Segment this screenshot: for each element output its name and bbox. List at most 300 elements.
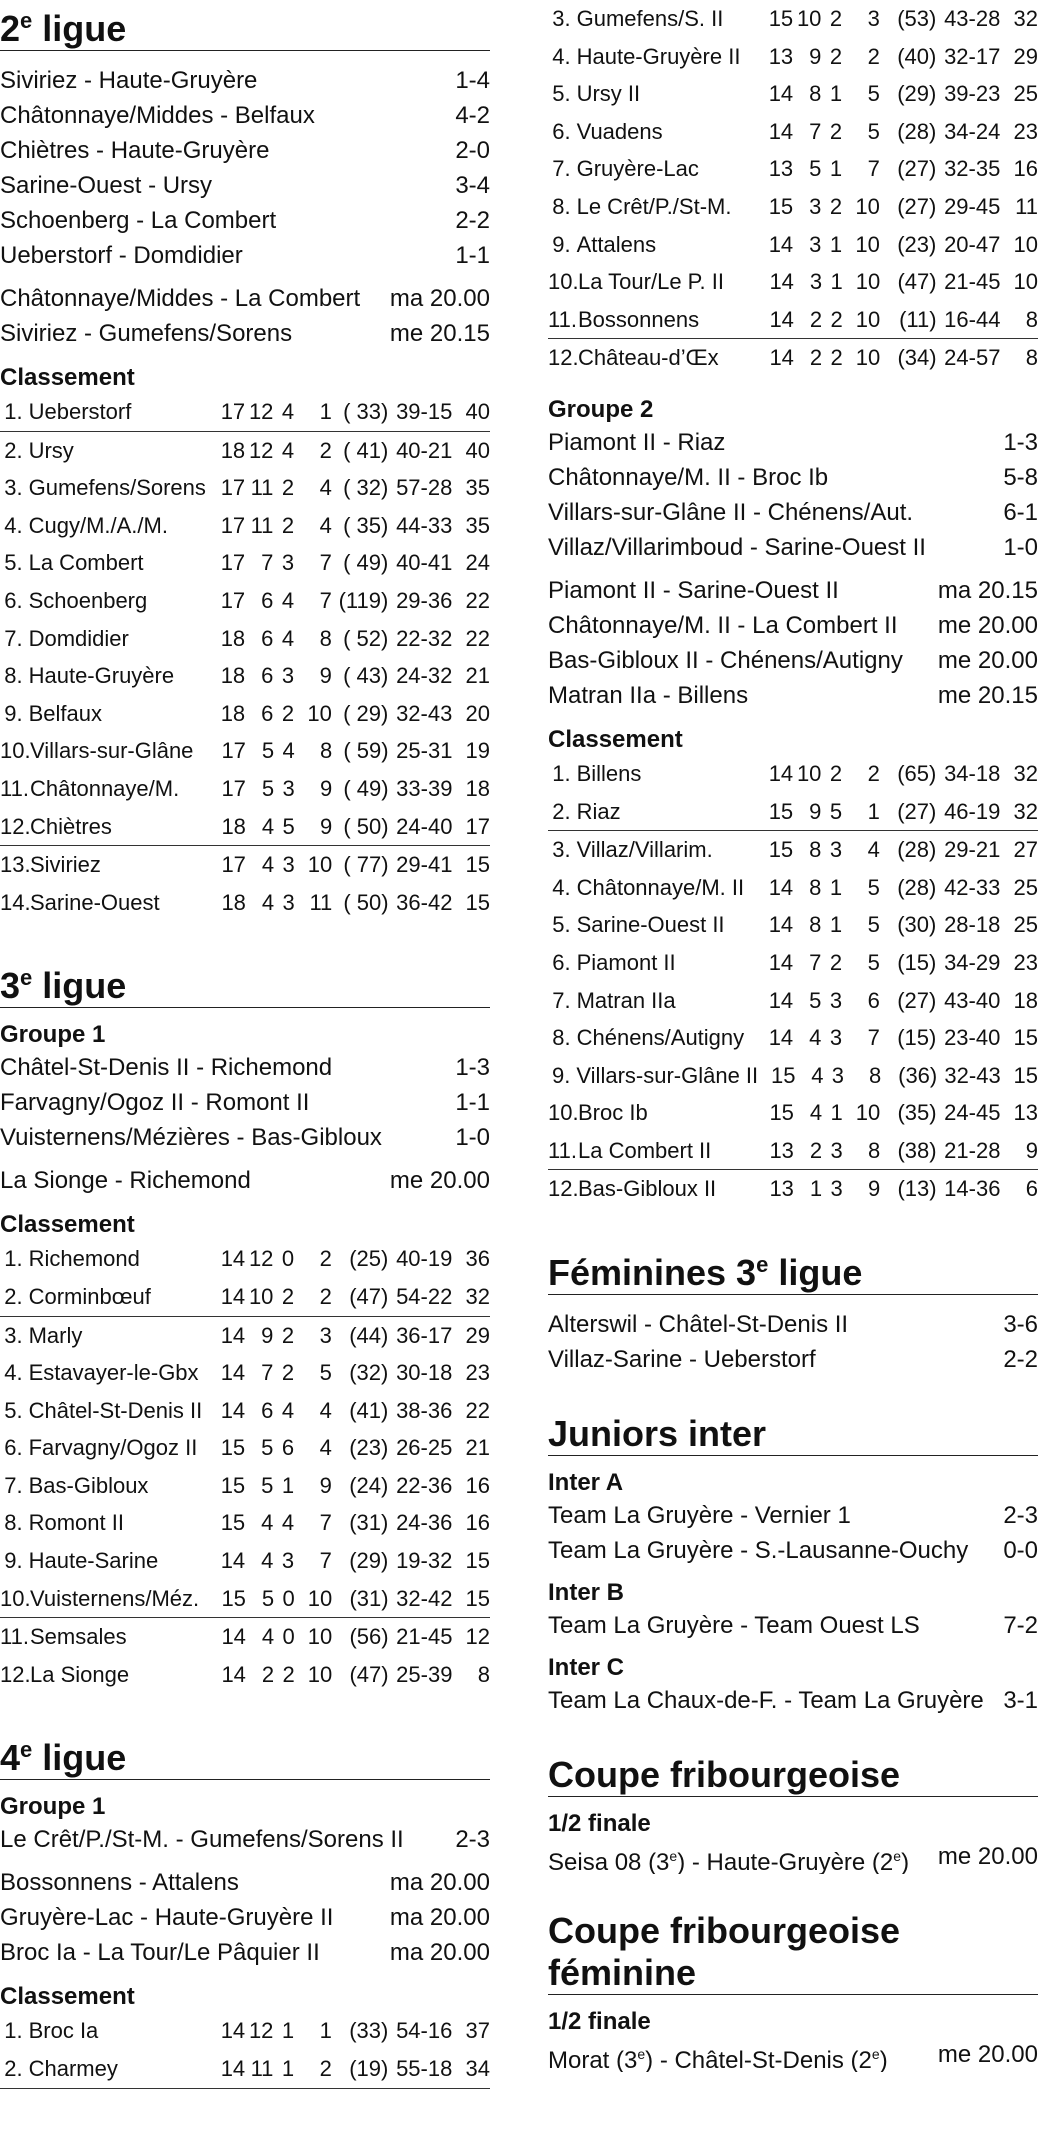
standings-rank: 12. [548,345,579,371]
standings-row [0,469,490,507]
standings-won: 7 [809,118,822,144]
standings-row [0,1467,490,1505]
match-score: 1-3 [455,1054,490,1082]
standings-row [0,1317,490,1355]
standings-played: 18 [220,700,246,726]
standings-won: 5 [261,1472,274,1498]
standings-played: 14 [769,345,794,371]
match-row [0,1085,490,1120]
match-row [548,1683,1038,1718]
standings-team: Ursy II [576,81,641,107]
standings-drawn: 2 [829,118,843,144]
match-score: 1-1 [455,242,490,269]
standings-drawn: 2 [282,1661,295,1687]
match-score: 2-2 [1003,1346,1038,1374]
standings-won: 7 [809,949,822,975]
standings-penalty: (25) [349,1246,389,1272]
standings-rank: 11. [0,1624,29,1650]
standings-played: 14 [221,1661,246,1687]
standings-points: 34 [465,2056,491,2082]
standings-lost: 10 [855,1100,881,1126]
inter-b-results [548,1608,1038,1643]
standings-goals: 44-33 [396,512,453,538]
standings-row [548,301,1038,340]
standings-row [0,432,490,470]
standings-rank: 12. [0,1661,31,1687]
standings-points: 15 [465,852,490,878]
standings-lost: 10 [855,231,880,257]
standings-lost: 5 [867,118,880,144]
standings-drawn: 3 [281,1548,295,1574]
standings-row [0,544,490,582]
standings-team: Châtel-St-Denis II [28,1397,203,1423]
standings-team: Villars-sur-Glâne II [576,1062,759,1088]
standings-goals: 43-40 [944,987,1001,1013]
standings-won: 2 [809,1137,823,1163]
standings-lost: 2 [319,437,332,463]
coupe-match: Seisa 08 (3e) - Haute-Gruyère (2e) me 20.00 [548,1843,1038,1875]
standings-lost: 8 [868,1137,881,1163]
inter-b-title: Inter B [548,1579,625,1607]
standings-row [548,1170,1038,1208]
standings-won: 3 [809,193,822,219]
groupe-1-title: Groupe 1 [0,1793,106,1821]
standings-points: 18 [1013,987,1039,1013]
match-row [0,203,490,238]
standings-played: 14 [768,118,794,144]
inter-a-title: Inter A [548,1469,624,1497]
standings-drawn: 2 [281,475,295,501]
standings-team: Richemond [28,1246,140,1272]
standings-won: 7 [261,550,274,576]
standings-points: 16 [465,1510,491,1536]
standings-drawn: 0 [281,1246,295,1272]
match-row [548,460,1038,495]
standings-won: 9 [261,1322,274,1348]
standings-team: Ueberstorf [28,399,132,424]
standings-played: 14 [768,874,794,900]
match-score: ma 20.00 [389,1904,490,1932]
match-score: me 20.15 [937,681,1038,709]
standings-goals: 25-39 [396,1661,453,1687]
standings-points: 25 [1013,874,1039,900]
standings-drawn: 2 [281,512,295,538]
standings-penalty: (15) [897,949,937,975]
standings-points: 16 [1013,156,1039,182]
match-teams: Team La Chaux-de-F. - Team La Gruyère [548,1687,984,1715]
standings-drawn: 2 [281,1360,295,1386]
standings-row [0,732,490,770]
standings-row [548,982,1038,1020]
standings-lost: 5 [867,912,880,938]
match-teams: Alterswil - Châtel-St-Denis II [548,1311,849,1339]
standings-team: Chénens/Autigny [576,1025,745,1051]
standings-goals: 22-36 [396,1472,453,1498]
inter-c-title: Inter C [548,1654,625,1682]
standings-lost: 10 [307,700,332,726]
standings-row [0,2012,490,2050]
standings-rank: 1. [4,399,23,424]
standings-rank: 6. [4,1435,23,1461]
standings-played: 14 [220,1322,246,1348]
standings-played: 14 [768,912,794,938]
standings-row [548,113,1038,151]
standings-row [0,770,490,808]
standings-lost: 10 [855,193,880,219]
standings-rank: 4. [552,43,571,69]
standings-rank: 1. [4,2018,23,2044]
standings-rank: 4. [4,512,23,538]
standings-rank: 4. [552,874,571,900]
standings-team: Charmey [28,2056,118,2082]
standings-row [0,1240,490,1278]
l3-fixtures [0,1163,490,1198]
standings-points: 40 [465,437,491,463]
standings-penalty: (11) [899,306,937,332]
standings-team: Châtonnaye/M. II [576,874,745,900]
standings-row [0,1354,490,1392]
standings-lost: 4 [319,1397,332,1423]
match-teams: Piamont II - Riaz [548,428,726,456]
standings-team: Le Crêt/P./St-M. [576,193,732,219]
standings-penalty: ( 41) [343,437,389,463]
standings-lost: 10 [307,1624,333,1650]
standings-drawn: 5 [282,813,295,839]
match-row [0,1865,490,1900]
standings-drawn: 2 [281,1283,295,1309]
standings-lost: 10 [307,852,333,878]
standings-row [0,657,490,695]
standings-team: Domdidier [28,625,129,651]
standings-won: 4 [261,813,275,839]
standings-rank: 7. [4,625,23,651]
standings-penalty: (28) [897,874,937,900]
match-teams: Piamont II - Sarine-Ouest II [548,576,839,604]
standings-goals: 34-24 [944,118,1001,144]
standings-team: Bossonnens [578,306,700,332]
standings-drawn: 1 [829,874,843,900]
standings-played: 18 [221,813,246,839]
standings-points: 29 [1013,43,1039,69]
standings-played: 13 [768,43,794,69]
standings-row [0,1504,490,1542]
standings-penalty: ( 59) [343,738,389,764]
match-teams: Team La Gruyère - S.-Lausanne-Ouchy [548,1537,969,1565]
match-score: me 20.15 [389,320,490,347]
standings-team: Château-d’Œx [578,345,719,371]
standings-drawn: 1 [829,156,843,182]
standings-lost: 1 [867,798,880,824]
match-teams: Matran IIa - Billens [548,681,749,709]
standings-points: 21 [465,663,491,689]
standings-played: 17 [220,550,246,576]
standings-played: 13 [769,1137,794,1163]
standings-row [548,1132,1038,1171]
standings-rank: 9. [552,1062,571,1088]
standings-lost: 10 [855,345,881,371]
standings-lost: 2 [319,1283,332,1309]
standings-penalty: (34) [897,345,937,371]
coupe-fem-match: Morat (3e) - Châtel-St-Denis (2e) me 20.00 [548,2041,1038,2073]
match-score: me 20.00 [937,646,1038,674]
match-row [0,281,490,316]
standings-row [0,1278,490,1317]
standings-played: 18 [220,437,246,463]
standings-goals: 16-44 [944,306,1001,332]
standings-team: Matran IIa [576,987,676,1013]
standings-rank: 11. [548,306,577,332]
match-score: 2-3 [1003,1502,1038,1530]
standings-team: La Combert II [578,1137,712,1163]
standings-points: 29 [465,1322,491,1348]
standings-rank: 12. [548,1176,579,1202]
standings-won: 1 [809,1176,823,1202]
right-column [548,0,1038,2072]
match-row [0,238,490,273]
match-row [0,63,490,98]
standings-drawn: 3 [281,550,295,576]
match-score: 1-1 [455,1089,490,1117]
standings-team: Châtonnaye/M. [30,775,180,801]
standings-goals: 57-28 [396,475,453,501]
standings-team: Bas-Gibloux II [578,1176,717,1202]
groupe-2-title: Groupe 2 [548,395,654,423]
standings-goals: 42-33 [944,874,1001,900]
standings-drawn: 2 [829,193,843,219]
match-row [0,1163,490,1198]
standings-won: 4 [261,852,275,878]
standings-points: 23 [1013,949,1039,975]
standings-penalty: (40) [897,43,937,69]
g2-results [548,425,1038,565]
standings-lost: 3 [319,1322,332,1348]
standings-played: 14 [220,1283,246,1309]
standings-penalty: (27) [897,798,937,824]
standings-points: 20 [465,700,491,726]
standings-points: 18 [465,775,490,801]
standings-lost: 2 [867,43,880,69]
standings-rank: 6. [4,587,23,613]
standings-penalty: (47) [897,269,937,295]
standings-penalty: ( 49) [343,550,389,576]
standings-points: 32 [465,1283,491,1309]
standings-penalty: ( 77) [343,852,389,878]
standings-lost: 5 [867,949,880,975]
match-teams: Châtonnaye/Middes - La Combert [0,285,361,312]
match-score: 3-4 [455,172,490,199]
standings-penalty: (65) [897,760,937,786]
standings-points: 6 [1025,1176,1038,1202]
standings-row [548,339,1038,377]
match-row [0,168,490,203]
standings-goals: 26-25 [396,1435,453,1461]
match-score: 6-1 [1003,498,1038,526]
standings-goals: 32-35 [944,156,1001,182]
standings-penalty: (23) [897,231,937,257]
heading-feminines-3e-ligue: Féminines 3e ligue [548,1244,1038,1295]
standings-penalty: (31) [349,1510,389,1536]
standings-goals: 46-19 [944,798,1001,824]
standings-lost: 8 [319,625,332,651]
standings-played: 13 [769,1176,794,1202]
match-score: 0-0 [1003,1537,1038,1565]
standings-team: Sarine-Ouest [30,889,160,915]
standings-lost: 10 [307,1585,333,1611]
standings-lost: 2 [867,760,880,786]
standings-drawn: 3 [830,1176,843,1202]
standings-won: 12 [248,437,274,463]
standings-rank: 5. [552,81,571,107]
standings-row [548,188,1038,226]
standings-team: Villaz/Villarim. [576,837,713,863]
standings-goals: 24-45 [944,1100,1001,1126]
standings-points: 27 [1013,837,1039,863]
standings-rank: 11. [548,1137,577,1163]
standings-won: 4 [809,1100,823,1126]
match-row [0,1822,490,1857]
standings-goals: 54-22 [396,1283,453,1309]
standings-rank: 9. [4,1548,23,1574]
standings-row [548,263,1038,301]
standings-goals: 14-36 [944,1176,1001,1202]
standings-goals: 32-43 [944,1062,1001,1088]
standings-row [548,1057,1038,1095]
standings-played: 14 [220,1246,246,1272]
standings-rank: 6. [552,118,571,144]
standings-rank: 5. [4,550,23,576]
standings-rank: 10. [548,269,579,295]
standings-won: 3 [809,231,822,257]
match-score: 1-4 [455,67,490,94]
match-row [0,316,490,351]
standings-row [548,226,1038,264]
standings-rank: 2. [4,1283,23,1309]
standings-lost: 1 [319,399,332,424]
standings-row [0,393,490,432]
standings-lost: 10 [307,1661,333,1687]
match-teams: Gruyère-Lac - Haute-Gruyère II [0,1904,334,1932]
standings-lost: 9 [320,813,333,839]
standings-drawn: 2 [829,760,843,786]
standings-won: 4 [811,1062,824,1088]
standings-played: 17 [220,399,246,424]
standings-drawn: 2 [830,306,843,332]
standings-row [548,755,1038,793]
standings-points: 8 [1025,306,1038,332]
standings-lost: 10 [855,306,881,332]
standings-won: 2 [261,1661,275,1687]
standings-rank: 8. [4,1510,23,1536]
standings-goals: 21-28 [944,1137,1001,1163]
standings-team: Gumefens/Sorens [28,475,206,501]
match-teams: Schoenberg - La Combert [0,207,277,234]
standings-drawn: 4 [281,587,295,613]
standings-row [0,1542,490,1580]
standings-drawn: 4 [281,625,295,651]
standings-lost: 4 [319,475,332,501]
match-score: 2-2 [455,207,490,234]
l2-fixtures [0,281,490,351]
standings-team: Haute-Sarine [28,1548,159,1574]
standings-rank: 10. [548,1100,579,1126]
standings-won: 11 [250,512,274,538]
standings-lost: 10 [855,269,881,295]
standings-goals: 39-23 [944,81,1001,107]
standings-drawn: 2 [281,700,295,726]
standings-played: 17 [220,475,246,501]
standings-rank: 4. [4,1360,23,1386]
standings-drawn: 3 [282,775,295,801]
standings-goals: 39-15 [396,399,453,424]
standings-goals: 43-28 [944,6,1001,31]
match-score: ma 20.00 [389,1939,490,1967]
standings-goals: 22-32 [396,625,453,651]
standings-played: 14 [769,269,794,295]
standings-penalty: (23) [349,1435,389,1461]
standings-played: 14 [768,81,794,107]
match-score: 2-0 [455,137,490,164]
standings-team: La Sionge [30,1661,130,1687]
standings-played: 15 [220,1435,246,1461]
standings-won: 10 [796,6,822,31]
standings-goals: 30-18 [396,1360,453,1386]
classement-title: Classement [0,364,135,391]
standings-row [0,1429,490,1467]
standings-points: 15 [1013,1062,1038,1088]
standings-rank: 12. [0,813,31,839]
standings-points: 32 [1013,798,1039,824]
standings-played: 14 [220,2018,246,2044]
standings-penalty: ( 52) [343,625,389,651]
standings-played: 15 [220,1510,246,1536]
standings-points: 8 [1025,345,1038,371]
standings-penalty: (32) [349,1360,389,1386]
standings-played: 15 [768,193,794,219]
standings-penalty: (13) [897,1176,937,1202]
standings-points: 12 [465,1624,490,1650]
standings-row [0,1656,490,1694]
left-column [0,0,490,2089]
demi-finale-title: 1/2 finale [548,1810,651,1838]
standings-won: 9 [809,43,822,69]
match-teams: Bas-Gibloux II - Chénens/Autigny [548,646,903,674]
standings-played: 17 [220,512,246,538]
standings-rank: 1. [4,1246,23,1272]
match-row [0,1900,490,1935]
standings-row [0,1580,490,1619]
standings-team: Marly [28,1322,83,1348]
standings-row [548,906,1038,944]
standings-row [0,846,490,884]
match-score: 3-6 [1003,1311,1038,1339]
standings-drawn: 1 [281,2056,295,2082]
standings-drawn: 3 [829,837,843,863]
standings-goals: 24-36 [396,1510,453,1536]
standings-won: 5 [809,987,822,1013]
match-row [548,425,1038,460]
standings-points: 16 [465,1472,491,1498]
match-score: 3-1 [1003,1687,1038,1715]
g2-standings [548,755,1038,1208]
standings-played: 14 [220,2056,246,2082]
standings-row [0,884,490,922]
standings-row [0,695,490,733]
standings-team: Attalens [576,231,657,257]
standings-played: 14 [768,987,794,1013]
match-row [0,133,490,168]
standings-points: 15 [465,1548,491,1574]
standings-row [0,808,490,847]
